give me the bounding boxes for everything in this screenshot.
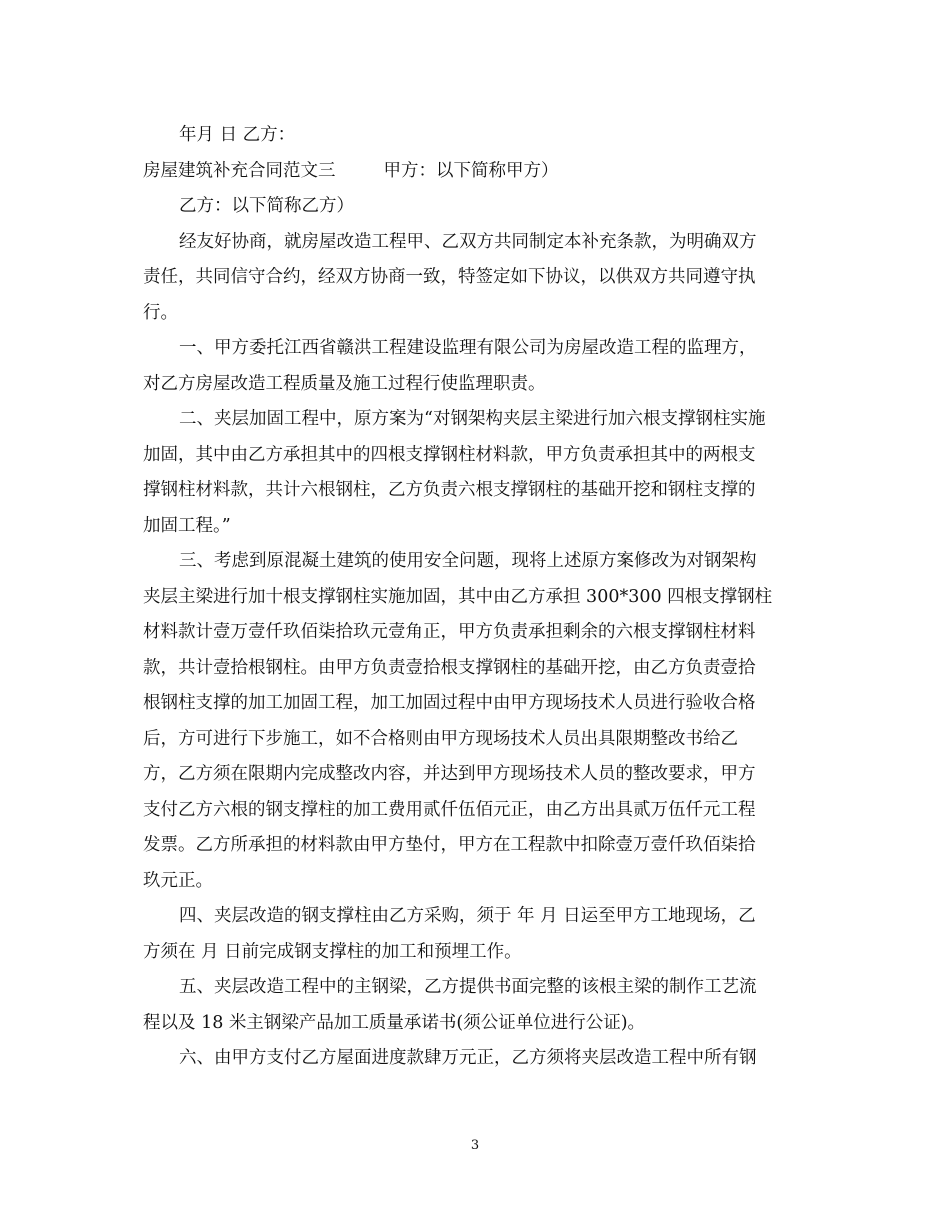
paragraph-line: 三、考虑到原混凝土建筑的使用安全问题，现将上述原方案修改为对钢架构 (179, 551, 757, 571)
paragraph-line: 经友好协商，就房屋改造工程甲、乙双方共同制定本补充条款，为明确双方 (179, 231, 757, 252)
paragraph-clause-2 (143, 402, 803, 544)
paragraph-line: 支付乙方六根的钢支撑柱的加工费用贰仟伍佰元正，由乙方出具贰万伍仟元工程 (143, 799, 756, 820)
party-b-line: 乙方：以下简称乙方） (179, 196, 354, 216)
paragraph-line: 六、由甲方支付乙方屋面进度款肆万元正，乙方须将夹层改造工程中所有钢 (179, 1048, 757, 1068)
document-body (143, 118, 803, 1077)
paragraph-line: 四、夹层改造的钢支撑柱由乙方采购，须于 年 月 日运至甲方工地现场，乙 (179, 906, 756, 926)
paragraph-line: 责任，共同信守合约，经双方协商一致，特签定如下协议，以供双方共同遵守执 (143, 267, 756, 287)
paragraph-line: 方须在 月 日前完成钢支撑柱的加工和预埋工作。 (143, 941, 522, 962)
paragraph-line: 根钢柱支撑的加工加固工程，加工加固过程中由甲方现场技术人员进行验收合格 (143, 693, 756, 713)
paragraph-line: 行。 (143, 302, 178, 323)
paragraph-clause-6 (143, 1041, 803, 1077)
page-number: 3 (470, 1138, 480, 1153)
paragraph-line: 后，方可进行下步施工，如不合格则由甲方现场技术人员出具限期整改书给乙 (143, 728, 738, 749)
paragraph-line: 方，乙方须在限期内完成整改内容，并达到甲方现场技术人员的整改要求，甲方 (143, 764, 756, 784)
paragraph-clause-3 (143, 544, 803, 899)
paragraph-line: 撑钢柱材料款，共计六根钢柱，乙方负责六根支撑钢柱的基础开挖和钢柱支撑的 (143, 480, 756, 500)
paragraph-clause-1 (143, 331, 803, 402)
paragraph-line: 加固，其中由乙方承担其中的四根支撑钢柱材料款，甲方负责承担其中的两根支 (143, 444, 756, 465)
paragraph-line: 程以及 18 米主钢梁产品加工质量承诺书(须公证单位进行公证)。 (143, 1012, 646, 1033)
date-signature-line: 年月 日 乙方： (179, 125, 296, 145)
paragraph-line: 夹层主梁进行加十根支撑钢柱实施加固，其中由乙方承担 300*300 四根支撑钢柱 (143, 586, 773, 607)
paragraph-clause-4 (143, 899, 803, 970)
paragraph-line: 发票。乙方所承担的材料款由甲方垫付，甲方在工程款中扣除壹万壹仟玖佰柒拾 (143, 835, 756, 855)
paragraph-line: 款，共计壹拾根钢柱。由甲方负责壹拾根支撑钢柱的基础开挖，由乙方负责壹拾 (143, 657, 756, 678)
paragraph-line: 加固工程。” (143, 515, 231, 536)
document-title: 房屋建筑补充合同范文三 (143, 160, 336, 181)
paragraph-line: 对乙方房屋改造工程质量及施工过程行使监理职责。 (143, 373, 546, 394)
paragraph-intro (143, 225, 803, 332)
paragraph-clause-5 (143, 970, 803, 1041)
paragraph-line: 玖元正。 (143, 870, 213, 891)
paragraph-line: 二、夹层加固工程中，原方案为“对钢架构夹层主梁进行加六根支撑钢柱实施 (179, 409, 766, 429)
paragraph-line: 五、夹层改造工程中的主钢梁，乙方提供书面完整的该根主梁的制作工艺流 (179, 977, 757, 997)
party-a-line: 甲方：以下简称甲方） (383, 160, 559, 181)
title-line (143, 154, 803, 190)
paragraph-line: 材料款计壹万壹仟玖佰柒拾玖元壹角正，甲方负责承担剩余的六根支撑钢柱材料 (143, 622, 756, 642)
paragraph-line: 一、甲方委托江西省赣洪工程建设监理有限公司为房屋改造工程的监理方， (179, 338, 757, 358)
